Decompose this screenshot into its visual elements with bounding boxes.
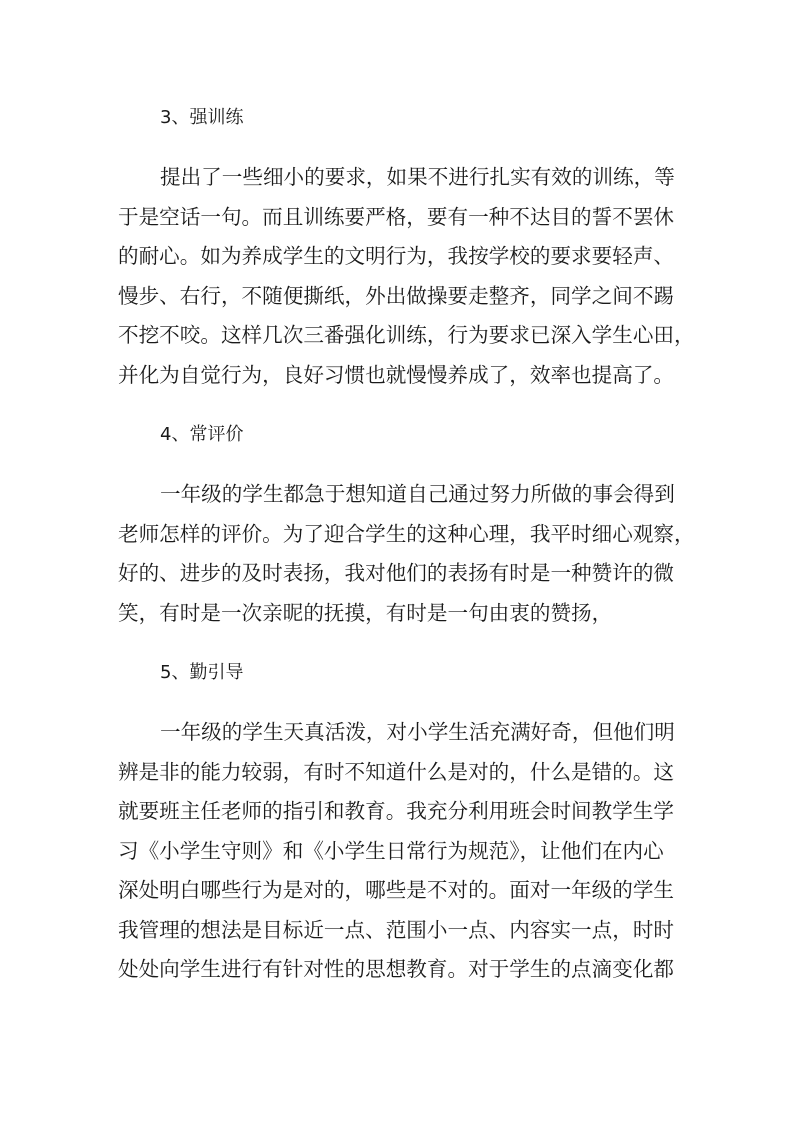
paragraph-line: 不挖不咬。这样几次三番强化训练，行为要求已深入学生心田，	[118, 323, 695, 347]
paragraph-line: 一年级的学生都急于想知道自己通过努力所做的事会得到	[160, 482, 675, 506]
section-paragraph-5	[118, 713, 675, 990]
paragraph-line: 辨是非的能力较弱，有时不知道什么是对的，什么是错的。这	[118, 759, 675, 784]
paragraph-line: 处处向学生进行有针对性的思想教育。对于学生的点滴变化都	[118, 957, 675, 981]
paragraph-line: 的耐心。如为养成学生的文明行为，我按学校的要求要轻声、	[118, 244, 675, 268]
paragraph-line: 好的、进步的及时表扬，我对他们的表扬有时是一种赞许的微	[118, 561, 675, 585]
paragraph-line: 慢步、右行，不随便撕纸，外出做操要走整齐，同学之间不踢	[118, 283, 675, 308]
paragraph-line: 就要班主任老师的指引和教育。我充分利用班会时间教学生学	[118, 799, 675, 823]
section-heading-4: 4、常评价	[160, 424, 244, 445]
paragraph-line: 提出了一些细小的要求，如果不进行扎实有效的训练，等	[160, 165, 675, 189]
section-paragraph-3	[118, 158, 695, 395]
document-page	[118, 100, 695, 1012]
paragraph-line: 习《小学生守则》和《小学生日常行为规范》，让他们在内心	[118, 838, 664, 863]
section-heading-3: 3、强训练	[160, 107, 244, 128]
paragraph-line: 并化为自觉行为，良好习惯也就慢慢养成了，效率也提高了。	[118, 362, 675, 387]
paragraph-line: 笑，有时是一次亲昵的抚摸，有时是一句由衷的赞扬，	[118, 600, 613, 625]
section-heading-5: 5、勤引导	[160, 662, 244, 683]
paragraph-line: 我管理的想法是目标近一点、范围小一点、内容实一点，时时	[118, 917, 675, 942]
section-paragraph-4	[118, 475, 695, 633]
paragraph-line: 一年级的学生天真活泼，对小学生活充满好奇，但他们明	[160, 720, 675, 744]
paragraph-line: 老师怎样的评价。为了迎合学生的这种心理，我平时细心观察，	[118, 521, 695, 546]
paragraph-line: 深处明白哪些行为是对的，哪些是不对的。面对一年级的学生	[118, 878, 675, 902]
paragraph-line: 于是空话一句。而且训练要严格，要有一种不达目的誓不罢休	[118, 204, 675, 229]
